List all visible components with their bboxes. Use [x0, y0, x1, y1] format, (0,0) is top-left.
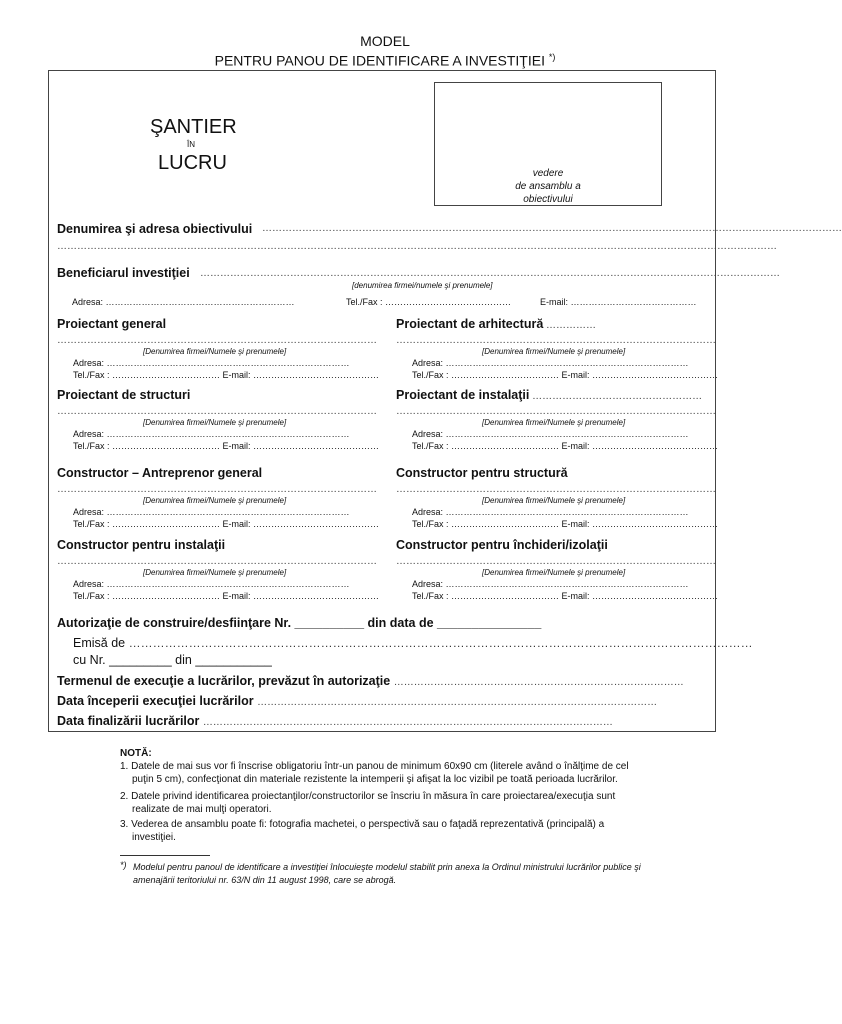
tel-label: Tel./Fax : [412, 591, 449, 601]
party-name-dots[interactable]: …………………………………………………………………………………… [396, 484, 716, 495]
adresa-label: Adresa: [73, 358, 105, 368]
tel-label: Tel./Fax : [73, 519, 110, 529]
party-label-text: Proiectant general [57, 317, 167, 331]
email-label: E-mail: [222, 370, 251, 380]
image-placeholder [434, 82, 662, 206]
email-label: E-mail: [561, 591, 590, 601]
party-name-dots[interactable]: …………………………………………………………………………………… [57, 406, 377, 417]
party-hint: [Denumirea firmei/Numele şi prenumele] [143, 418, 287, 427]
party-tel[interactable]: Tel./Fax : ……………………………… E-mail: …………………………………… [73, 370, 380, 380]
party-adresa[interactable]: Adresa: ……………………………………………………………………… [412, 358, 689, 368]
tel-label: Tel./Fax : [73, 441, 110, 451]
email-label: E-mail: [222, 519, 251, 529]
note-1b: puţin 5 cm), confecţionat din materiale rezistente la intemperii şi afişat la loc vizibil pe toată perioada lucrărilor. [132, 774, 618, 785]
party-label-text: Proiectant de instalaţii [396, 388, 530, 402]
party-label [396, 317, 596, 331]
party-name-dots[interactable]: …………………………………………………………………………………… [396, 406, 716, 417]
beneficiar-dots[interactable]: ………………………………………………………………………………………………………………………………………………………… [200, 268, 780, 279]
email-label: E-mail: [222, 441, 251, 451]
party-label [57, 388, 190, 402]
party-adresa[interactable]: Adresa: ……………………………………………………………………… [412, 507, 689, 517]
party-tel[interactable]: Tel./Fax : ……………………………… E-mail: …………………………………… [412, 591, 719, 601]
email-label: E-mail: [561, 370, 590, 380]
party-tel[interactable]: Tel./Fax : ……………………………… E-mail: …………………………………… [73, 519, 380, 529]
party-name-dots[interactable]: …………………………………………………………………………………… [57, 556, 377, 567]
party-adresa[interactable]: Adresa: ……………………………………………………………………… [73, 429, 350, 439]
inceput-label: Data începerii execuţiei lucrărilor [57, 694, 254, 708]
denumirea-dots[interactable]: ………………………………………………………………………………………………………………………………………………………… [262, 223, 842, 234]
note-1a: 1. Datele de mai sus vor fi înscrise obligatoriu într-un panou de minimum 60x90 cm (literele având o înălţime de cel [120, 761, 629, 772]
party-label-text: Constructor pentru instalaţii [57, 538, 226, 552]
adresa-label: Adresa: [72, 297, 104, 307]
party-label-text: Constructor pentru structură [396, 466, 568, 480]
adresa-label: Adresa: [73, 507, 105, 517]
beneficiar-hint: [denumirea firmei/numele şi prenumele] [352, 281, 493, 290]
termen-row[interactable]: Termenul de execuţie a lucrărilor, prevăzut în autorizaţie …………………………………………………………………………… [57, 674, 684, 688]
party-adresa[interactable]: Adresa: ……………………………………………………………………… [73, 358, 350, 368]
party-name-dots[interactable]: …………………………………………………………………………………… [396, 556, 716, 567]
party-hint: [Denumirea firmei/Numele şi prenumele] [482, 496, 626, 505]
party-label [396, 466, 568, 480]
image-caption-1: vedere [532, 168, 564, 179]
party-label-text: Proiectant de arhitectură [396, 317, 544, 331]
party-adresa[interactable]: Adresa: ……………………………………………………………………… [73, 507, 350, 517]
party-label-text: Constructor – Antreprenor general [57, 466, 263, 480]
tel-label: Tel./Fax : [412, 370, 449, 380]
autorizatie-label: Autorizaţie de construire/desfiinţare Nr. __________ din data de _______________ [57, 616, 542, 630]
party-adresa[interactable]: Adresa: ……………………………………………………………………… [412, 579, 689, 589]
title-text: PENTRU PANOU DE IDENTIFICARE A INVESTIŢIEI [214, 52, 545, 69]
party-tel[interactable]: Tel./Fax : ……………………………… E-mail: …………………………………… [73, 591, 380, 601]
final-row[interactable]: Data finalizării lucrărilor …………………………………………………………………………………………………………… [57, 714, 613, 728]
note-3a: 3. Vederea de ansamblu poate fi: fotografia machetei, o perspectivă sau o faţadă reprezentativă (principală) a [120, 819, 605, 830]
email-label: E-mail: [540, 297, 569, 307]
party-hint: [Denumirea firmei/Numele şi prenumele] [482, 347, 626, 356]
party-tel[interactable]: Tel./Fax : ……………………………… E-mail: …………………………………… [73, 441, 380, 451]
adresa-label: Adresa: [412, 507, 444, 517]
adresa-label: Adresa: [412, 429, 444, 439]
note-title: NOTĂ: [120, 748, 152, 759]
adresa-label: Adresa: [73, 429, 105, 439]
termen-label: Termenul de execuţie a lucrărilor, prevăzut în autorizaţie [57, 674, 391, 688]
party-adresa[interactable]: Adresa: ……………………………………………………………………… [412, 429, 689, 439]
party-hint: [Denumirea firmei/Numele şi prenumele] [143, 347, 287, 356]
party-label [57, 317, 166, 331]
party-label [396, 538, 608, 552]
party-label-dots[interactable]: …………… [543, 320, 597, 331]
party-tel[interactable]: Tel./Fax : ……………………………… E-mail: …………………………………… [412, 441, 719, 451]
emisa-row[interactable]: Emisă de ………………………………………………………………………………………………………………………………………… [73, 636, 753, 650]
site-line3: LUCRU [158, 152, 227, 174]
tel-label: Tel./Fax : [412, 519, 449, 529]
party-hint: [Denumirea firmei/Numele şi prenumele] [482, 418, 626, 427]
party-tel[interactable]: Tel./Fax : ……………………………… E-mail: …………………………………… [412, 370, 719, 380]
adresa-label: Adresa: [73, 579, 105, 589]
emisa-label: Emisă de [73, 636, 126, 650]
party-adresa[interactable]: Adresa: ……………………………………………………………………… [73, 579, 350, 589]
party-label [57, 538, 225, 552]
image-caption [435, 167, 661, 206]
party-name-dots[interactable]: …………………………………………………………………………………… [57, 335, 377, 346]
email-label: E-mail: [222, 591, 251, 601]
cu-nr-row[interactable]: cu Nr. _________ din ___________ [73, 653, 272, 667]
note-2a: 2. Datele privind identificarea proiectanţilor/constructorilor se înscriu în măsura în care proiectarea/execuţia sunt [120, 791, 616, 802]
footnote-line2: amenajării teritoriului nr. 63/N din 11 august 1998, care se abrogă. [133, 875, 397, 885]
adresa-label: Adresa: [412, 579, 444, 589]
beneficiar-label: Beneficiarul investiţiei [57, 266, 190, 280]
title-model: MODEL [360, 33, 410, 49]
party-label-text: Constructor pentru închideri/izolaţii [396, 538, 608, 552]
site-line2: ÎN [187, 140, 195, 149]
email-label: E-mail: [561, 519, 590, 529]
email-label: E-mail: [561, 441, 590, 451]
tel-label: Tel./Fax : [73, 370, 110, 380]
party-label-text: Proiectant de structuri [57, 388, 191, 402]
tel-label: Tel./Fax : [412, 441, 449, 451]
image-caption-3: obiectivului [523, 194, 573, 205]
final-label: Data finalizării lucrărilor [57, 714, 200, 728]
note-2b: realizate de mai mulţi operatori. [132, 804, 272, 815]
party-label-dots[interactable]: …………………………………………… [529, 391, 703, 402]
party-hint: [Denumirea firmei/Numele şi prenumele] [143, 496, 287, 505]
image-caption-2: de ansamblu a [515, 181, 581, 192]
beneficiar-adresa[interactable]: Adresa: ……………………………………………………… [72, 297, 295, 307]
party-name-dots[interactable]: …………………………………………………………………………………… [57, 484, 377, 495]
beneficiar-tel[interactable]: Tel./Fax : …………………………………… [346, 297, 512, 307]
denumirea-label: Denumirea şi adresa obiectivului [57, 222, 253, 236]
tel-label: Tel./Fax : [346, 297, 383, 307]
denumirea-dots-2[interactable]: ……………………………………………………………………………………………………………………………………………………………………………………………… [57, 241, 777, 252]
adresa-label: Adresa: [412, 358, 444, 368]
site-line1: ŞANTIER [150, 116, 237, 138]
note-3b: investiţiei. [132, 832, 176, 843]
party-label [57, 466, 262, 480]
party-name-dots[interactable]: …………………………………………………………………………………… [396, 335, 716, 346]
footnote-rule [120, 855, 210, 856]
beneficiar-email[interactable]: E-mail: …………………………………… [540, 297, 697, 307]
inceput-row[interactable]: Data începerii execuţiei lucrărilor ………………………………………………………………………………………………………… [57, 694, 658, 708]
title-mark: *) [548, 52, 556, 62]
party-tel[interactable]: Tel./Fax : ……………………………… E-mail: …………………………………… [412, 519, 719, 529]
title-panel [0, 52, 770, 69]
party-hint: [Denumirea firmei/Numele şi prenumele] [482, 568, 626, 577]
tel-label: Tel./Fax : [73, 591, 110, 601]
party-hint: [Denumirea firmei/Numele şi prenumele] [143, 568, 287, 577]
party-label [396, 388, 702, 402]
footnote-mark: *) [120, 860, 127, 870]
footnote-line1: Modelul pentru panoul de identificare a investiţiei înlocuieşte modelul stabilit prin anexa la Ordinul ministrului lucrărilor publice şi [133, 862, 641, 872]
